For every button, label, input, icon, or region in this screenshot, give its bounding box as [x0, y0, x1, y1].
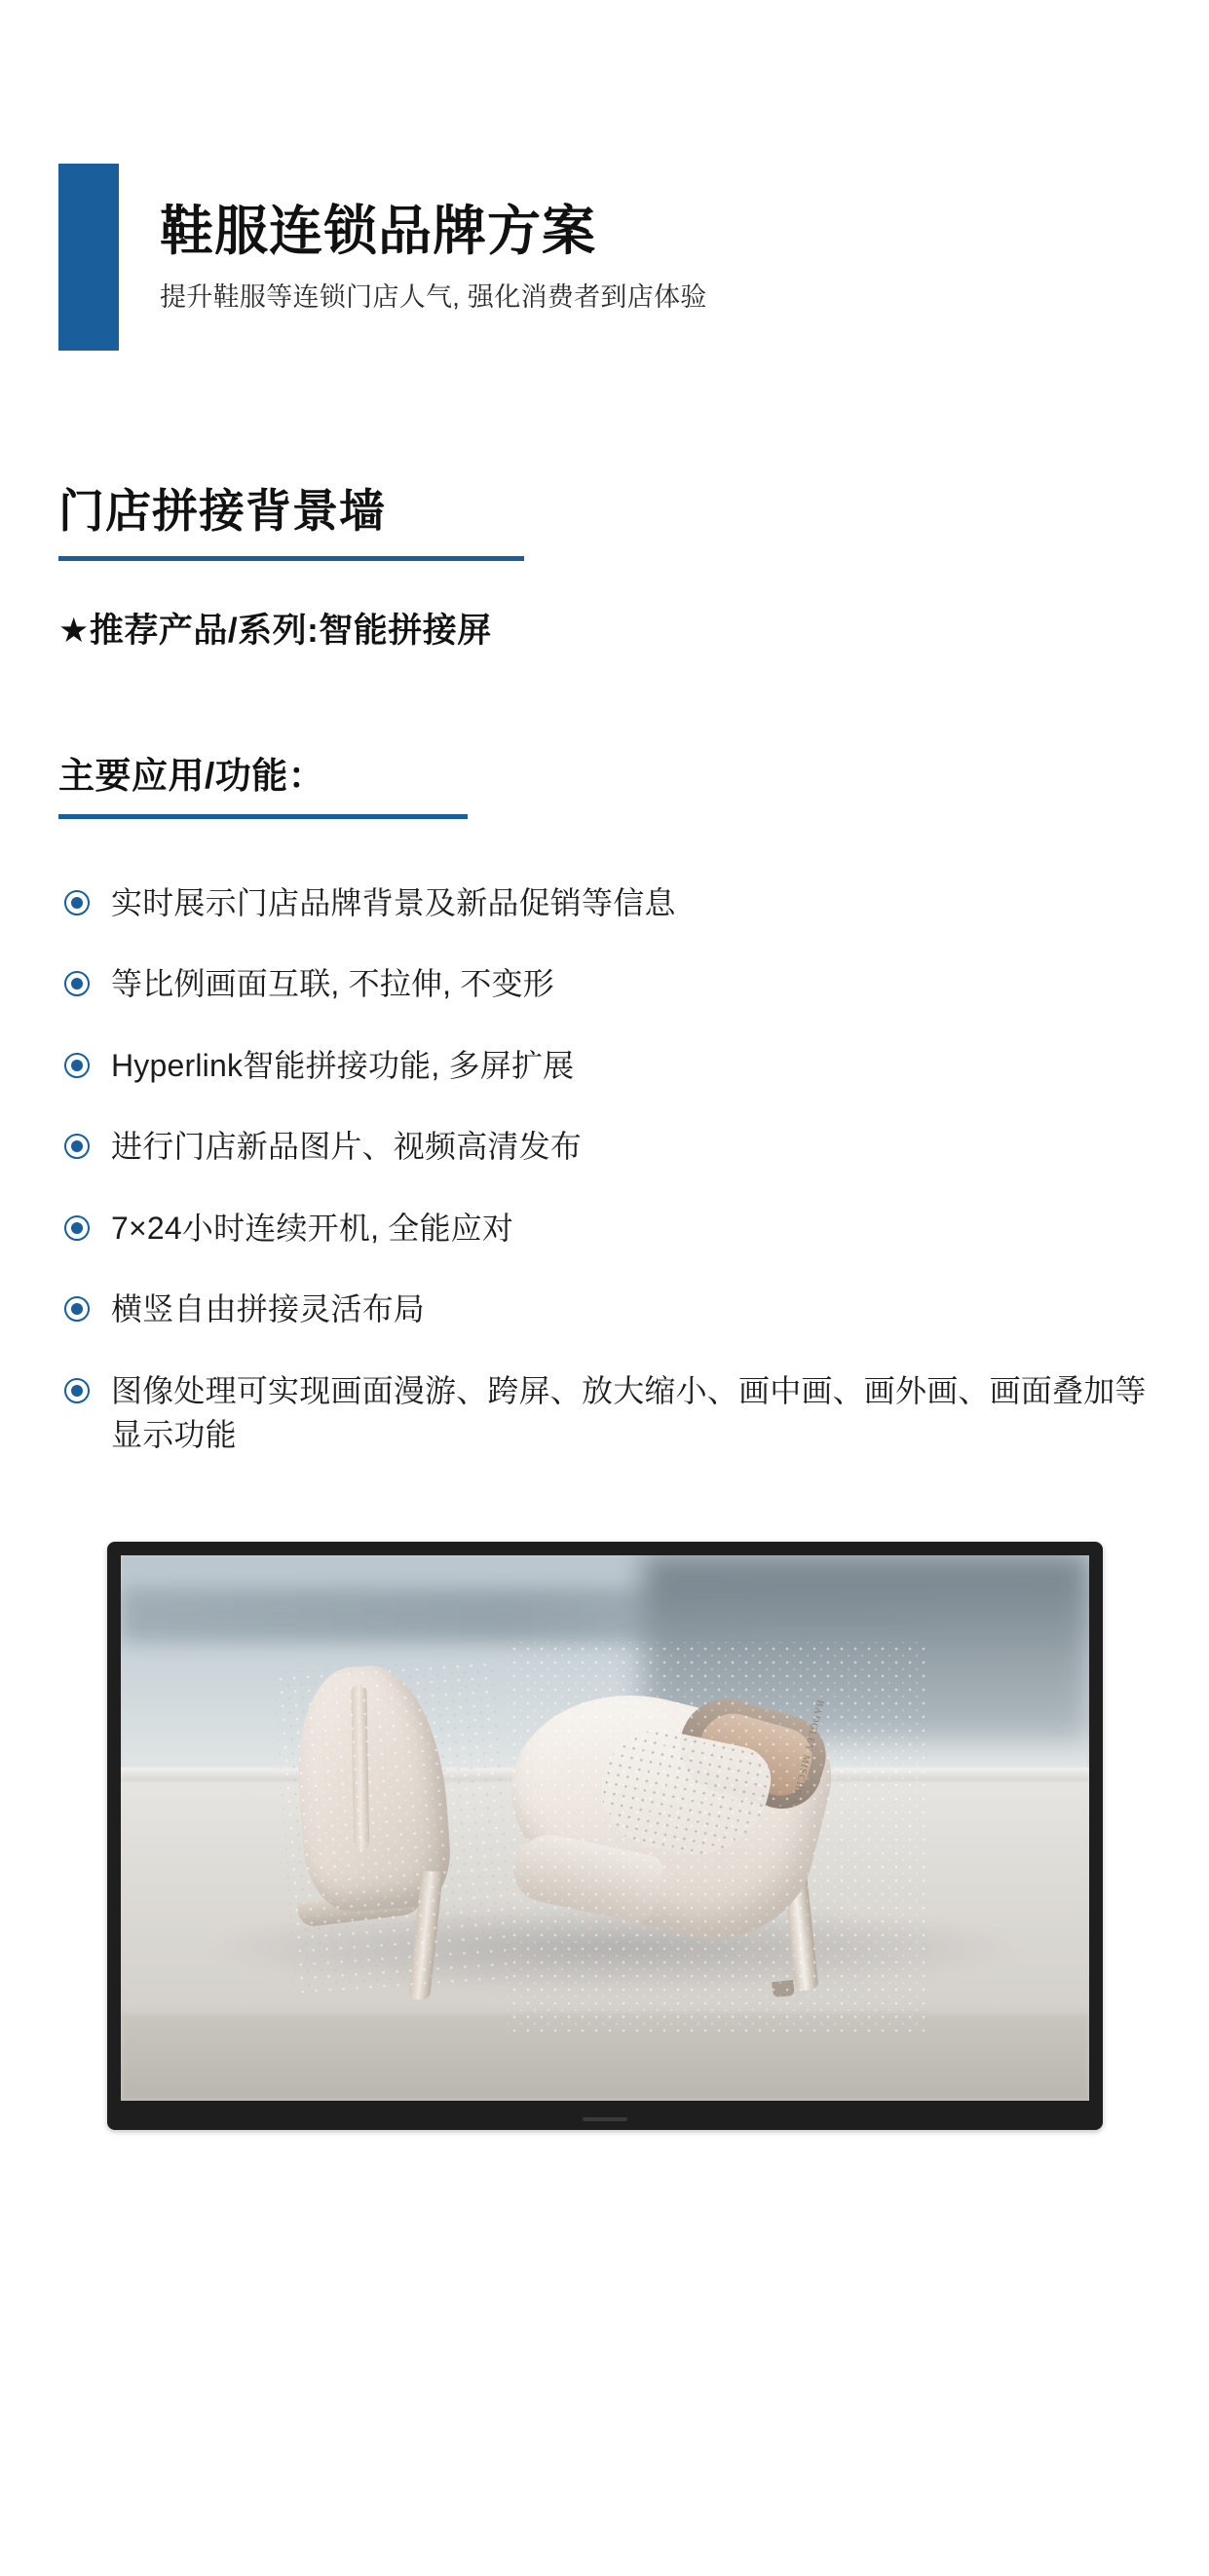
list-item	[58, 881, 1151, 925]
section-heading	[58, 475, 1151, 561]
list-item	[58, 1288, 1151, 1331]
list-item	[58, 1369, 1151, 1458]
shoe-right-crystals	[508, 1642, 926, 2032]
list-item	[58, 1207, 1151, 1251]
list-item	[58, 1125, 1151, 1169]
bullet-target-icon	[64, 1215, 90, 1241]
recommended-product: ★推荐产品/系列:智能拼接屏	[58, 612, 492, 650]
feature-list	[58, 881, 1151, 1458]
monitor-logo	[583, 2117, 627, 2121]
header-accent-bar	[58, 164, 119, 351]
bullet-target-icon	[64, 1053, 90, 1078]
applications-title: 主要应用/功能：	[58, 756, 325, 796]
display-figure	[58, 1542, 1151, 2130]
bullet-target-icon	[64, 1296, 90, 1322]
feature-text: 7×24小时连续开机, 全能应对	[111, 1210, 514, 1246]
page-title: 鞋服连锁品牌方案	[160, 200, 597, 261]
feature-text: 实时展示门店品牌背景及新品促销等信息	[111, 885, 676, 920]
shoe-left	[274, 1657, 519, 1993]
bullet-target-icon	[64, 890, 90, 915]
feature-text: 图像处理可实现画面漫游、跨屏、放大缩小、画中画、画外画、画面叠加等显示功能	[111, 1372, 1147, 1453]
bullet-target-icon	[64, 1134, 90, 1159]
bullet-target-icon	[64, 971, 90, 996]
header	[58, 164, 1151, 351]
document-page	[0, 164, 1209, 2576]
shoe-right	[508, 1642, 926, 2032]
section-underline	[58, 556, 524, 561]
feature-text: 进行门店新品图片、视频高清发布	[111, 1129, 583, 1165]
header-text	[119, 164, 707, 351]
list-item	[58, 962, 1151, 1006]
monitor-chin	[107, 2101, 1103, 2130]
applications-block	[58, 746, 1151, 819]
list-item	[58, 1044, 1151, 1088]
page-subtitle: 提升鞋服等连锁门店人气, 强化消费者到店体验	[160, 282, 707, 313]
applications-underline	[58, 814, 468, 819]
feature-text: 横竖自由拼接灵活布局	[111, 1291, 426, 1327]
monitor-screen	[121, 1555, 1089, 2101]
feature-text: Hyperlink智能拼接功能, 多屏扩展	[111, 1047, 575, 1083]
feature-text: 等比例画面互联, 不拉伸, 不变形	[111, 966, 554, 1002]
monitor-bezel	[107, 1542, 1103, 2130]
section-title: 门店拼接背景墙	[58, 485, 386, 537]
shoe-left-crystals	[274, 1657, 519, 1993]
bullet-target-icon	[64, 1378, 90, 1403]
photo-high-heels	[121, 1555, 1089, 2101]
